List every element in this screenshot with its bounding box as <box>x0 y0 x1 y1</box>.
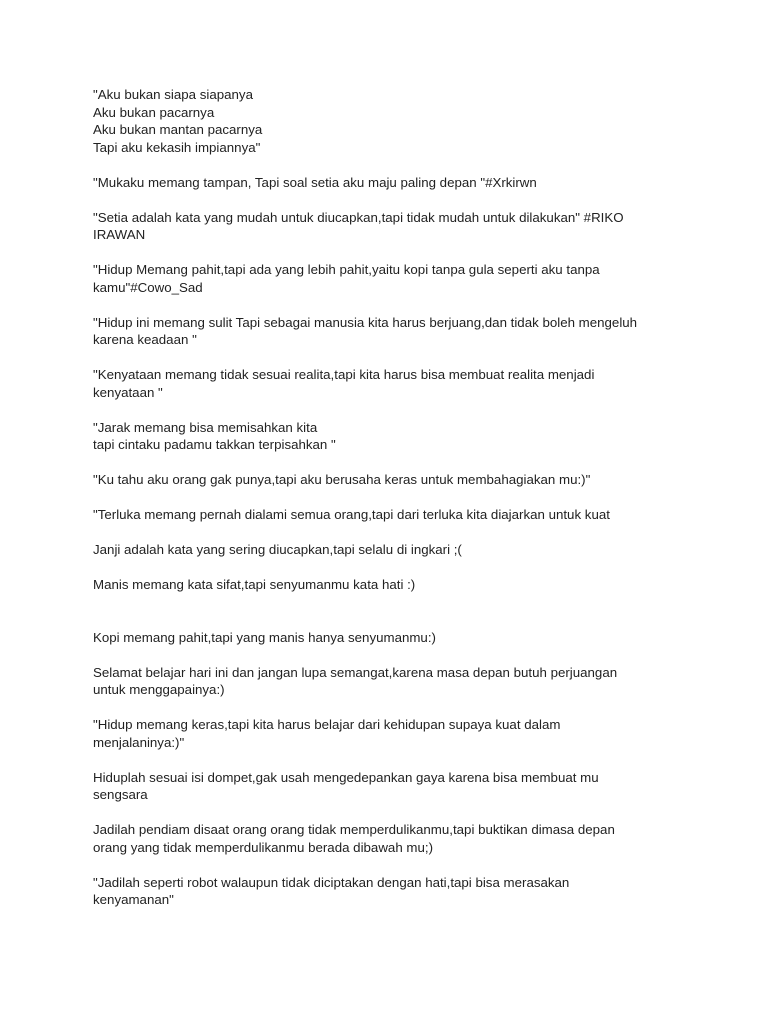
quote-paragraph: "Aku bukan siapa siapanya Aku bukan pacarnya Aku bukan mantan pacarnya Tapi aku kekasih impiannya" <box>93 87 263 155</box>
quote-paragraph: "Jarak memang bisa memisahkan kita tapi cintaku padamu takkan terpisahkan " <box>93 419 336 452</box>
quote-paragraph: "Hidup memang keras,tapi kita harus belajar dari kehidupan supaya kuat dalam menjalaninya:)" <box>93 717 561 750</box>
document-body <box>93 86 693 926</box>
quote-paragraph: "Hidup ini memang sulit Tapi sebagai manusia kita harus berjuang,dan tidak boleh mengeluh karena keadaan " <box>93 314 638 347</box>
quote-paragraph: Manis memang kata sifat,tapi senyumanmu kata hati :) <box>93 577 416 592</box>
quote-paragraph: "Terluka memang pernah dialami semua orang,tapi dari terluka kita diajarkan untuk kuat <box>93 507 610 522</box>
quote-paragraph: "Hidup Memang pahit,tapi ada yang lebih pahit,yaitu kopi tanpa gula seperti aku tanpa kamu"#Cowo_Sad <box>93 262 600 295</box>
quote-paragraph: "Setia adalah kata yang mudah untuk diucapkan,tapi tidak mudah untuk dilakukan" #RIKO IRAWAN <box>93 209 624 242</box>
quote-paragraph: "Jadilah seperti robot walaupun tidak diciptakan dengan hati,tapi bisa merasakan kenyamanan" <box>93 874 570 907</box>
quote-paragraph: Hiduplah sesuai isi dompet,gak usah mengedepankan gaya karena bisa membuat mu sengsara <box>93 769 599 802</box>
quote-paragraph: "Kenyataan memang tidak sesuai realita,tapi kita harus bisa membuat realita menjadi kenyataan " <box>93 367 595 400</box>
quote-paragraph: Janji adalah kata yang sering diucapkan,tapi selalu di ingkari ;( <box>93 542 462 557</box>
quote-paragraph: Selamat belajar hari ini dan jangan lupa semangat,karena masa depan butuh perjuangan untuk menggapainya:) <box>93 664 618 697</box>
quote-paragraph: Kopi memang pahit,tapi yang manis hanya senyumanmu:) <box>93 629 436 645</box>
quote-paragraph: "Ku tahu aku orang gak punya,tapi aku berusaha keras untuk membahagiakan mu:)" <box>93 472 591 487</box>
quote-paragraph: "Mukaku memang tampan, Tapi soal setia aku maju paling depan "#Xrkirwn <box>93 174 537 190</box>
quote-paragraph: Jadilah pendiam disaat orang orang tidak memperdulikanmu,tapi buktikan dimasa depan orang yang tidak memperdulikanmu berada dibawah mu;) <box>93 822 615 855</box>
